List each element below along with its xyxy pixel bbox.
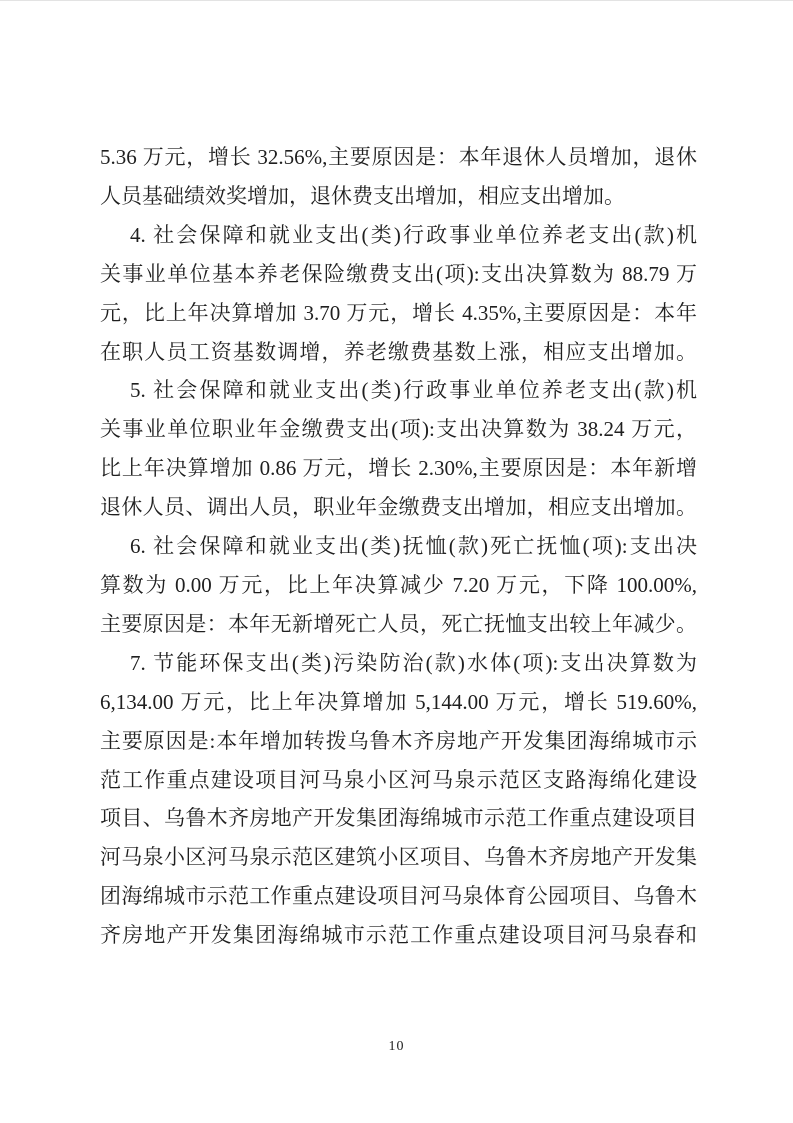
text-line: 主要原因是:本年增加转拨乌鲁木齐房地产开发集团海绵城市示 [100, 728, 697, 753]
text-line: 河马泉小区河马泉示范区建筑小区项目、乌鲁木齐房地产开发集 [100, 845, 697, 870]
text-line: 4. 社会保障和就业支出(类)行政事业单位养老支出(款)机 [130, 222, 697, 247]
text-line: 项目、乌鲁木齐房地产开发集团海绵城市示范工作重点建设项目 [100, 806, 697, 831]
text-line: 6,134.00 万元，比上年决算增加 5,144.00 万元，增长 519.60%, [100, 689, 697, 714]
text-line: 元，比上年决算增加 3.70 万元，增长 4.35%,主要原因是：本年 [100, 300, 697, 325]
text-line: 关事业单位职业年金缴费支出(项):支出决算数为 38.24 万元， [100, 417, 697, 442]
text-line: 比上年决算增加 0.86 万元，增长 2.30%,主要原因是：本年新增 [100, 456, 697, 481]
text-line: 7. 节能环保支出(类)污染防治(款)水体(项):支出决算数为 [130, 650, 697, 675]
text-line: 退休人员、调出人员，职业年金缴费支出增加，相应支出增加。 [100, 495, 697, 520]
text-line: 在职人员工资基数调增，养老缴费基数上涨，相应支出增加。 [100, 339, 697, 364]
text-line: 主要原因是：本年无新增死亡人员，死亡抚恤支出较上年减少。 [100, 611, 697, 636]
text-line: 团海绵城市示范工作重点建设项目河马泉体育公园项目、乌鲁木 [100, 884, 697, 909]
document-body [100, 138, 697, 955]
text-line: 齐房地产开发集团海绵城市示范工作重点建设项目河马泉春和 [100, 923, 697, 948]
text-line: 关事业单位基本养老保险缴费支出(项):支出决算数为 88.79 万 [100, 261, 697, 286]
text-line: 人员基础绩效奖增加，退休费支出增加，相应支出增加。 [100, 183, 625, 208]
text-line: 范工作重点建设项目河马泉小区河马泉示范区支路海绵化建设 [100, 767, 697, 792]
text-line: 算数为 0.00 万元，比上年决算减少 7.20 万元，下降 100.00%, [100, 572, 697, 597]
page-number: 10 [388, 1039, 405, 1054]
text-line: 5. 社会保障和就业支出(类)行政事业单位养老支出(款)机 [130, 378, 697, 403]
text-line: 5.36 万元，增长 32.56%,主要原因是：本年退休人员增加，退休 [100, 145, 697, 169]
text-line: 6. 社会保障和就业支出(类)抚恤(款)死亡抚恤(项):支出决 [130, 534, 697, 559]
